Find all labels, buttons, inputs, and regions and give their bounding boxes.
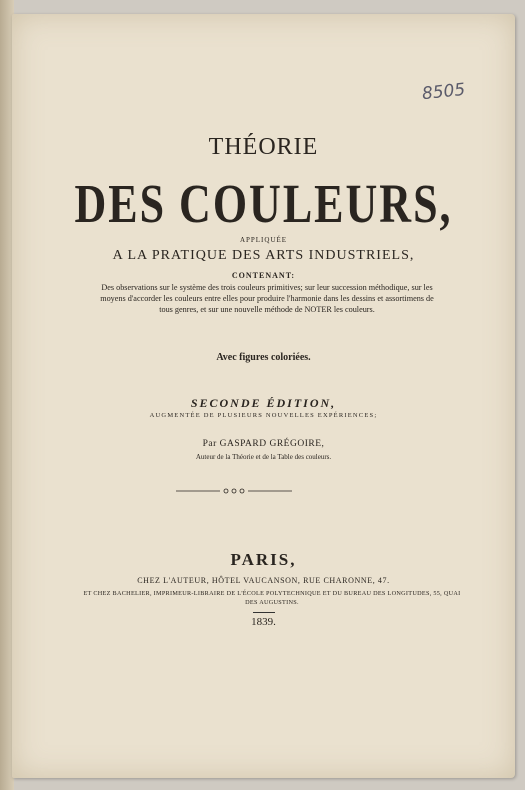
contents-heading: CONTENANT:	[231, 271, 296, 280]
ornament-divider	[174, 487, 294, 495]
imprint-address-bachelier: ET CHEZ BACHELIER, IMPRIMEUR-LIBRAIRE DE L'ÉCOLE POLYTECHNIQUE ET DU BUREAU DES LONGITUDES, 55, QUAI DES AUGUSTINS.	[83, 590, 461, 606]
author-byline: Par GASPARD GRÉGOIRE,	[202, 439, 325, 449]
title-page	[12, 14, 515, 778]
edition-augmented: AUGMENTÉE DE PLUSIEURS NOUVELLES EXPÉRIENCES;	[149, 412, 378, 419]
year-rule	[253, 612, 275, 613]
imprint-year: 1839.	[251, 616, 276, 628]
figures-note: Avec figures coloriées.	[216, 352, 311, 363]
contents-description: Des observations sur le système des trois couleurs primitives; sur leur succession méthodique, sur les moyens d'accorder les couleurs entre elles pour produire l'harmonie dans les dessins et assortimens de tous genres, et sur une nouvelle méthode de NOTER les couleurs.	[100, 283, 434, 314]
imprint-city: PARIS,	[230, 550, 297, 569]
title-line-theorie: THÉORIE	[208, 134, 319, 160]
title-subtitle: A LA PRATIQUE DES ARTS INDUSTRIELS,	[112, 248, 415, 263]
handwritten-note: 8505	[421, 79, 467, 105]
title-main: DES COULEURS,	[74, 173, 453, 235]
author-description: Auteur de la Théorie et de la Table des couleurs.	[195, 453, 332, 461]
imprint-address-author: CHEZ L'AUTEUR, HÔTEL VAUCANSON, RUE CHARONNE, 47.	[137, 576, 390, 585]
edition-label: SECONDE ÉDITION,	[190, 396, 337, 410]
title-appliquee: APPLIQUÉE	[239, 236, 288, 244]
